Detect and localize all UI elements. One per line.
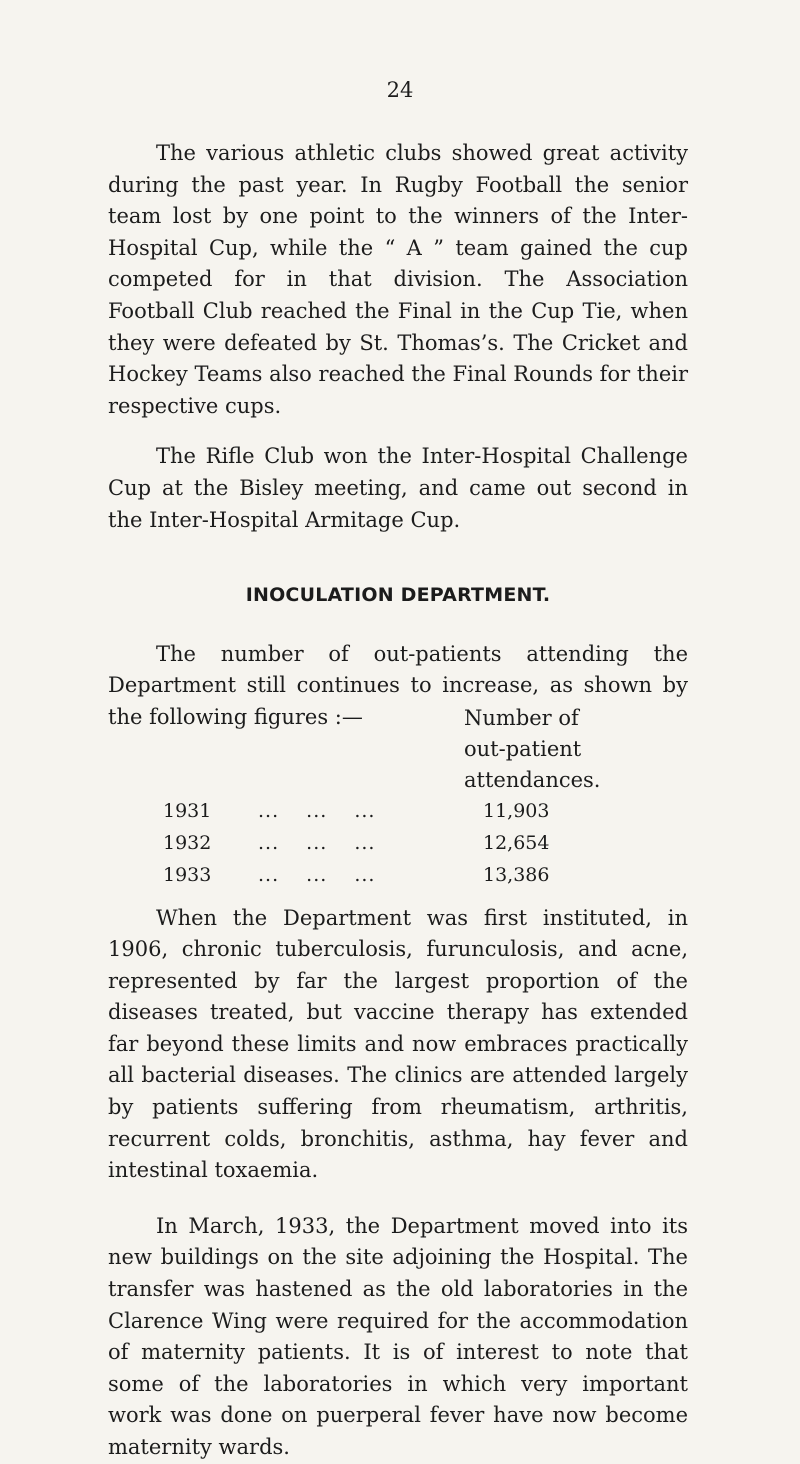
row-year: 1932 [163,831,212,854]
row-leader: ... ... ... [258,863,376,886]
table-column-header [464,703,674,797]
table-row [163,864,633,890]
page-content [108,138,688,1464]
table-row [163,800,633,826]
row-value: 13,386 [483,863,550,886]
paragraph-move: In March, 1933, the Department moved into its new buildings on the site adjoining the Hospital. The transfer was hastened as the old laboratories in the Clarence Wing were required for the accommodation of maternity patients. It is of interest to note that some of the laboratories in which very important work was done on puerperal fever have now become maternity wards. [108,1213,688,1459]
row-year: 1931 [163,799,212,822]
row-leader: ... ... ... [258,831,376,854]
row-year: 1933 [163,863,212,886]
paragraph-inoculation-intro: The number of out-patients attending the Department still continues to increase, as shown by the following figures :— [108,641,688,729]
row-leader: ... ... ... [258,799,376,822]
section-heading: INOCULATION DEPARTMENT. [245,584,551,607]
paragraph-athletics: The various athletic clubs showed great activity during the past year. In Rugby Football the senior team lost by one point to the winners of the Inter-Hospital Cup, while the “ A ” team gained the cup competed for in that division. The Association Football Club reached the Final in the Cup Tie, when they were defeated by St. Thomas’s. The Cricket and Hockey Teams also reached the Final Rounds for their respective cups. [108,141,688,418]
page-number: 24 [386,78,414,102]
table-header-line: attendances. [464,768,601,793]
paragraph-history: When the Department was first instituted, in 1906, chronic tuberculosis, furunculosis, and acne, represented by far the largest proportion of the diseases treated, but vaccine therapy has extended far beyond these limits and now embraces practically all bacterial diseases. The clinics are attended largely by patients suffering from rheumatism, arthritis, recurrent colds, bronchitis, asthma, hay fever and intestinal toxaemia. [108,905,688,1183]
table-row [163,832,633,858]
table-header-line: out-patient [464,736,582,761]
row-value: 12,654 [483,831,550,854]
attendance-table [108,705,688,937]
paragraph-rifle-club: The Rifle Club won the Inter-Hospital Challenge Cup at the Bisley meeting, and came out second in the Inter-Hospital Armitage Cup. [108,444,688,532]
table-header-line: Number of [464,705,579,730]
row-value: 11,903 [483,799,550,822]
